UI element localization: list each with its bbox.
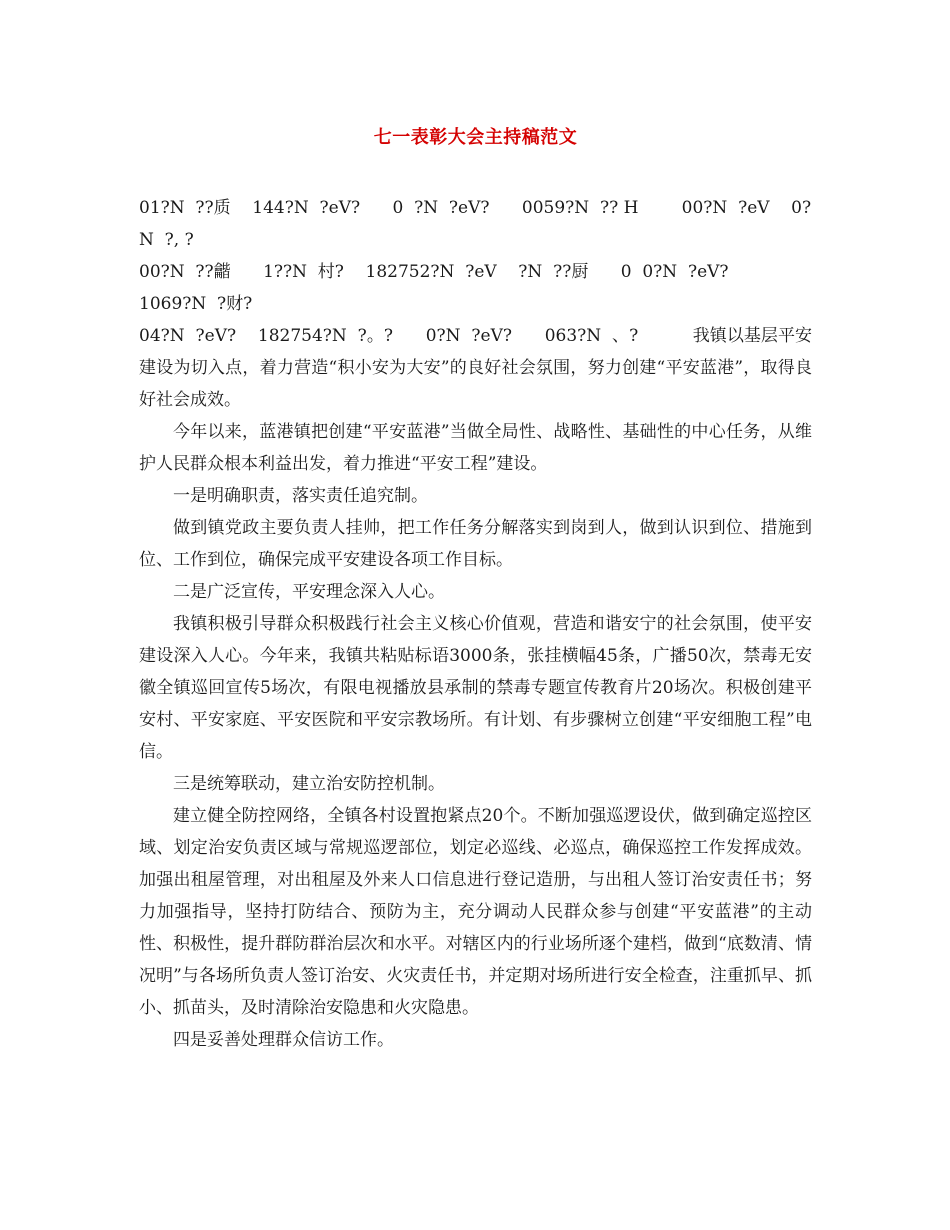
section-heading: 四是妥善处理群众信访工作。 [173, 1030, 394, 1050]
document-page [139, 118, 812, 1056]
section-heading: 三是统筹联动，建立治安防控机制。 [173, 774, 445, 794]
section-heading: 二是广泛宣传，平安理念深入人心。 [173, 582, 445, 602]
body-paragraph: 今年以来，蓝港镇把创建“平安蓝港”当做全局性、战略性、基础性的中心任务，从维护人民群众根本利益出发，着力推进“平安工程”建设。 [139, 422, 812, 474]
body-paragraph: 建立健全防控网络，全镇各村设置抱紧点20个。不断加强巡逻设伏，做到确定巡控区域、划定治安负责区域与常规巡逻部位，划定必巡线、必巡点，确保巡控工作发挥成效。加强出租屋管理，对出租屋及外来人口信息进行登记造册，与出租人签订治安责任书；努力加强指导，坚持打防结合、预防为主，充分调动人民群众参与创建“平安蓝港”的主动性、积极性，提升群防群治层次和水平。对辖区内的行业场所逐个建档，做到“底数清、情况明”与各场所负责人签订治安、火灾责任书，并定期对场所进行安全检查，注重抓早、抓小、抓苗头，及时清除治安隐患和火灾隐患。 [139, 806, 812, 1018]
section-heading: 一是明确职责，落实责任追究制。 [173, 486, 428, 506]
opening-paragraph [139, 320, 812, 416]
garbled-text-line-2: 00?N ??龤 1??N 村? 182752?N ?eV ?N ??厨 0 0?N ?eV? 1069?N ?财? [139, 262, 761, 314]
body-paragraph: 我镇积极引导群众积极践行社会主义核心价值观，营造和谐安宁的社会氛围，使平安建设深入人心。今年来，我镇共粘贴标语3000条，张挂横幅45条，广播50次，禁毒无安徽全镇巡回宣传5场次，有限电视播放县承制的禁毒专题宣传教育片20场次。积极创建平安村、平安家庭、平安医院和平安宗教场所。有计划、有步骤树立创建“平安细胞工程”电信。 [139, 614, 812, 762]
document-title: 七一表彰大会主持稿范文 [373, 127, 578, 148]
opening-text: 我镇以基层平安建设为切入点，着力营造“积小安为大安”的良好社会氛围，努力创建“平安蓝港”，取得良好社会成效。 [139, 326, 813, 410]
garbled-text-prefix: 04?N ?eV? 182754?N ?。? 0?N ?eV? 063?N 、? [139, 326, 693, 346]
body-paragraph: 做到镇党政主要负责人挂帅，把工作任务分解落实到岗到人，做到认识到位、措施到位、工作到位，确保完成平安建设各项工作目标。 [139, 518, 812, 570]
garbled-text-line-1: 01?N ??质 144?N ?eV? 0 ?N ?eV? 0059?N ?? H 00?N ?eV 0?N ?, ? [139, 198, 812, 250]
